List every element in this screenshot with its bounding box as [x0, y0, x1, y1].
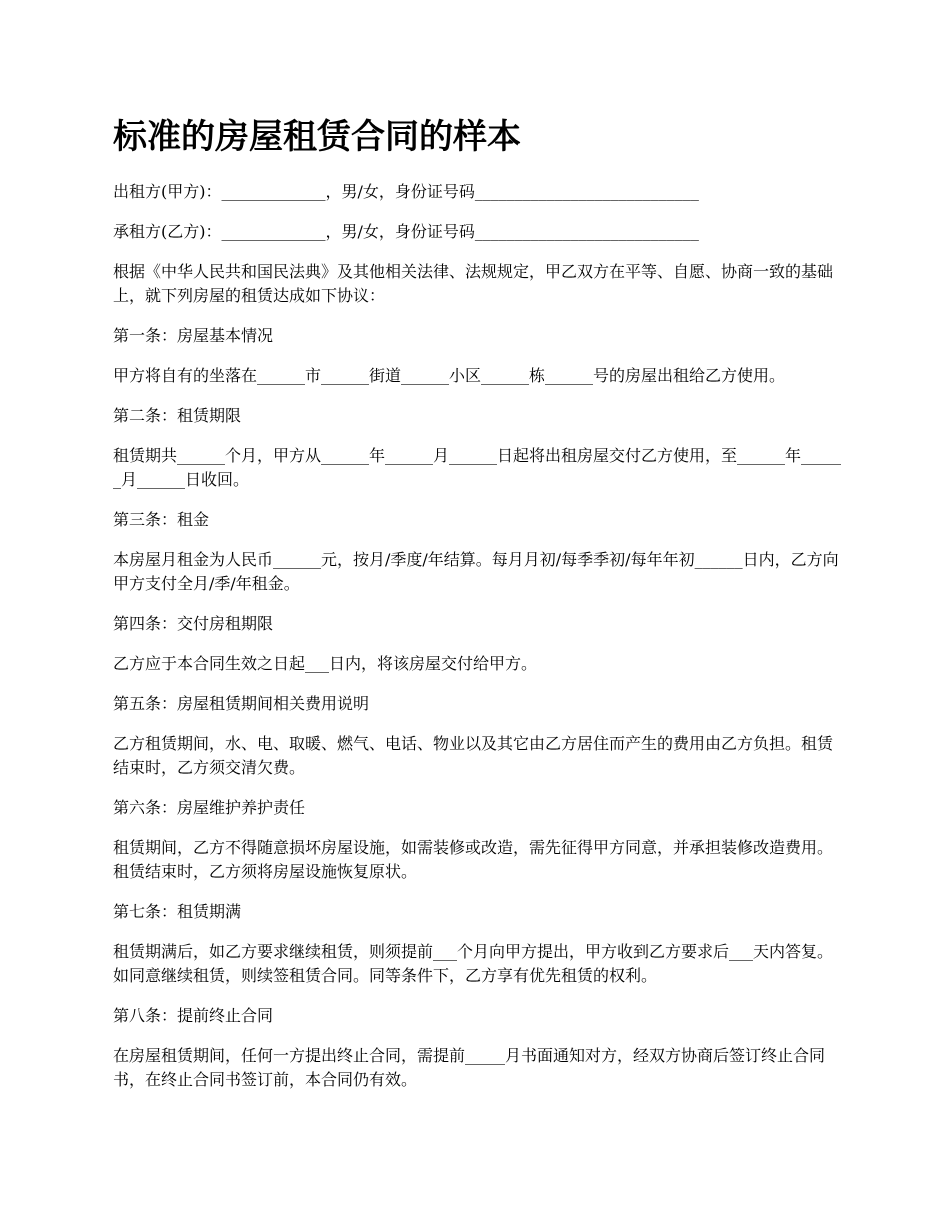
- document-title: 标准的房屋租赁合同的样本: [113, 117, 521, 157]
- article-8-text: 在房屋租赁期间，任何一方提出终止合同，需提前_____月书面通知对方，经双方协商后签订终止合同书，在终止合同书签订前，本合同仍有效。: [113, 1046, 826, 1089]
- article-8-heading: 第八条：提前终止合同: [113, 1006, 274, 1025]
- party-b-line: 承租方(乙方)：_____________，男/女，身份证号码____________________________: [113, 222, 699, 241]
- article-6-text: 租赁期间，乙方不得随意损坏房屋设施，如需装修或改造，需先征得甲方同意，并承担装修改造费用。租赁结束时，乙方须将房屋设施恢复原状。: [113, 838, 834, 881]
- article-2-heading: 第二条：租赁期限: [113, 406, 242, 425]
- article-3-heading: 第三条：租金: [113, 510, 210, 529]
- party-a-line: 出租方(甲方)：_____________，男/女，身份证号码____________________________: [113, 182, 699, 201]
- article-1-heading: 第一条：房屋基本情况: [113, 326, 274, 345]
- article-7-text: 租赁期满后，如乙方要求继续租赁，则须提前___个月向甲方提出，甲方收到乙方要求后___天内答复。如同意继续租赁，则续签租赁合同。同等条件下，乙方享有优先租赁的权利。: [113, 942, 834, 985]
- article-5-text: 乙方租赁期间，水、电、取暖、燃气、电话、物业以及其它由乙方居住而产生的费用由乙方负担。租赁结束时，乙方须交清欠费。: [113, 734, 834, 777]
- article-6-heading: 第六条：房屋维护养护责任: [113, 798, 306, 817]
- document-body: [113, 180, 848, 1108]
- article-1-text: 甲方将自有的坐落在______市______街道______小区______栋______号的房屋出租给乙方使用。: [113, 366, 786, 385]
- article-5-heading: 第五条：房屋租赁期间相关费用说明: [113, 694, 370, 713]
- article-7-heading: 第七条：租赁期满: [113, 902, 242, 921]
- preamble: 根据《中华人民共和国民法典》及其他相关法律、法规规定，甲乙双方在平等、自愿、协商一致的基础上，就下列房屋的租赁达成如下协议：: [113, 262, 834, 305]
- article-3-text: 本房屋月租金为人民币______元，按月/季度/年结算。每月月初/每季季初/每年年初______日内，乙方向甲方支付全月/季/年租金。: [113, 550, 839, 593]
- article-4-text: 乙方应于本合同生效之日起___日内，将该房屋交付给甲方。: [113, 654, 538, 673]
- article-2-text: 租赁期共______个月，甲方从______年______月______日起将出租房屋交付乙方使用，至______年______月______日收回。: [113, 446, 842, 489]
- article-4-heading: 第四条：交付房租期限: [113, 614, 274, 633]
